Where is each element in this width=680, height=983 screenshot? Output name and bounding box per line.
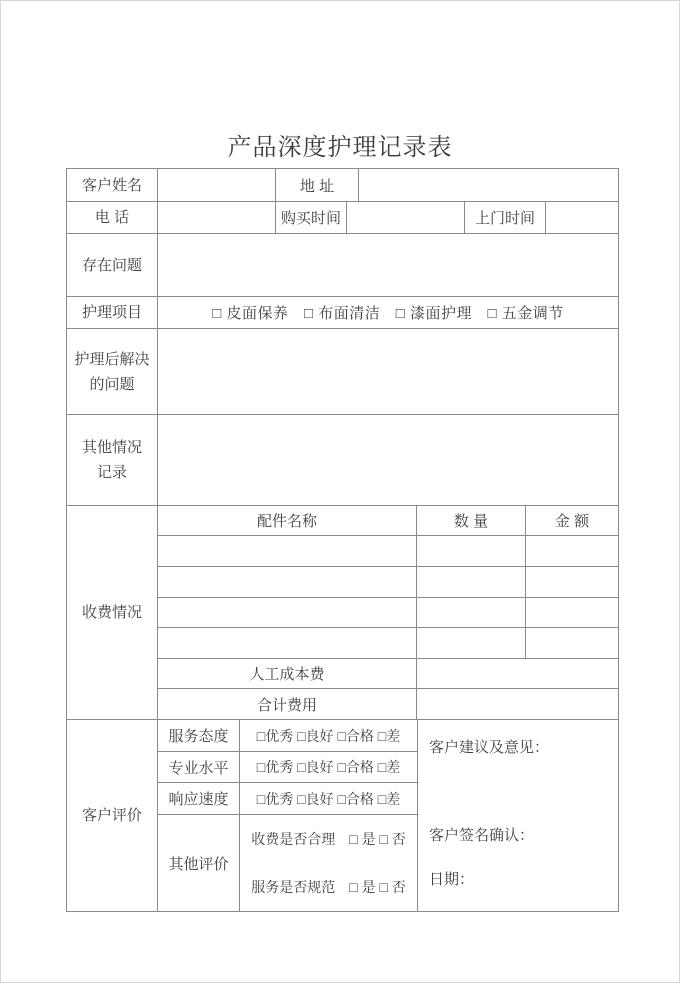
other-evaluation-label: 其他评价 bbox=[168, 855, 229, 873]
other-evaluation-options bbox=[239, 815, 417, 911]
row-fees bbox=[67, 506, 618, 720]
other-evaluation-row bbox=[158, 815, 417, 911]
solved-problems-input bbox=[157, 329, 618, 414]
fee-reasonable-line bbox=[251, 829, 406, 849]
quantity-cell bbox=[416, 628, 525, 658]
quantity-cell bbox=[416, 536, 525, 566]
evaluation-row bbox=[158, 720, 417, 752]
total-fee-row bbox=[158, 689, 618, 719]
phone-input bbox=[157, 202, 275, 233]
service-standard-line bbox=[251, 877, 406, 897]
purchase-time-label: 购买时间 bbox=[275, 202, 346, 233]
row-evaluation bbox=[67, 720, 618, 911]
fee-row bbox=[158, 628, 618, 659]
professional-level-options: □优秀 □良好 □合格 □差 bbox=[239, 752, 417, 782]
accessory-name-cell bbox=[158, 628, 416, 658]
fees-section-label: 收费情况 bbox=[81, 604, 142, 621]
quantity-cell bbox=[416, 598, 525, 628]
quantity-header: 数 量 bbox=[416, 506, 525, 535]
address-label: 地 址 bbox=[275, 169, 358, 201]
fees-header-row bbox=[158, 506, 618, 536]
total-fee-input bbox=[416, 689, 618, 719]
fee-row bbox=[158, 598, 618, 629]
suggestions-label: 客户建议及意见： bbox=[429, 739, 550, 756]
row-phone bbox=[67, 202, 618, 234]
labor-cost-row bbox=[158, 659, 618, 689]
accessory-name-cell bbox=[158, 598, 416, 628]
customer-name-input bbox=[157, 169, 275, 201]
response-speed-options: □优秀 □良好 □合格 □差 bbox=[239, 783, 417, 814]
phone-label: 电 话 bbox=[94, 209, 130, 226]
problems-input bbox=[157, 234, 618, 296]
row-care-items bbox=[67, 297, 618, 329]
customer-name-label: 客户姓名 bbox=[81, 176, 142, 194]
fee-row bbox=[158, 567, 618, 598]
accessory-name-cell bbox=[158, 567, 416, 597]
evaluation-row bbox=[158, 783, 417, 815]
service-standard-options: □ 是 □ 否 bbox=[349, 879, 406, 895]
amount-cell bbox=[525, 536, 618, 566]
purchase-time-input bbox=[346, 202, 464, 233]
other-notes-label: 其他情况 记录 bbox=[81, 439, 142, 481]
row-solved-problems bbox=[67, 329, 618, 415]
accessory-name-cell bbox=[158, 536, 416, 566]
accessory-name-header: 配件名称 bbox=[256, 512, 317, 530]
service-attitude-label: 服务态度 bbox=[168, 728, 229, 745]
evaluation-subtable bbox=[157, 720, 417, 911]
problems-label: 存在问题 bbox=[81, 256, 142, 274]
fee-row bbox=[158, 536, 618, 567]
labor-cost-label: 人工成本费 bbox=[249, 666, 325, 684]
care-record-table bbox=[66, 168, 619, 912]
page-title: 产品深度护理记录表 bbox=[227, 134, 453, 161]
other-notes-input bbox=[157, 415, 618, 505]
customer-feedback-cell bbox=[417, 720, 618, 911]
row-customer bbox=[67, 169, 618, 202]
visit-time-label: 上门时间 bbox=[464, 202, 545, 233]
care-items-options: □ 皮面保养 □ 布面清洁 □ 漆面护理 □ 五金调节 bbox=[157, 297, 618, 328]
amount-cell bbox=[525, 598, 618, 628]
total-fee-label: 合计费用 bbox=[256, 696, 317, 714]
date-label: 日期： bbox=[429, 871, 475, 888]
care-items-label: 护理项目 bbox=[81, 304, 142, 321]
evaluation-section-label: 客户评价 bbox=[81, 807, 142, 824]
amount-cell bbox=[525, 628, 618, 658]
address-input bbox=[358, 169, 618, 201]
amount-cell bbox=[525, 567, 618, 597]
visit-time-input bbox=[545, 202, 618, 233]
service-standard-question: 服务是否规范 bbox=[251, 879, 336, 895]
evaluation-row bbox=[158, 752, 417, 783]
fee-reasonable-question: 收费是否合理 bbox=[251, 831, 336, 847]
professional-level-label: 专业水平 bbox=[168, 759, 229, 777]
quantity-cell bbox=[416, 567, 525, 597]
response-speed-label: 响应速度 bbox=[168, 791, 229, 808]
fee-reasonable-options: □ 是 □ 否 bbox=[349, 831, 406, 847]
signature-label: 客户签名确认： bbox=[429, 827, 535, 844]
service-attitude-options: □优秀 □良好 □合格 □差 bbox=[239, 720, 417, 751]
solved-problems-label: 护理后解决 的问题 bbox=[74, 350, 150, 393]
labor-cost-input bbox=[416, 659, 618, 688]
amount-header: 金 额 bbox=[525, 506, 618, 535]
row-problems bbox=[67, 234, 618, 297]
fees-subtable bbox=[157, 506, 618, 719]
row-other-notes bbox=[67, 415, 618, 506]
